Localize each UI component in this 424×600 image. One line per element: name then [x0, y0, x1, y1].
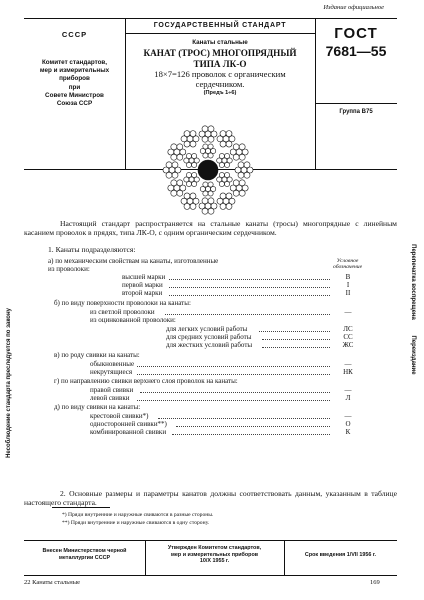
- list-item-label: первой марки: [122, 281, 163, 289]
- designation-header: [333, 258, 362, 271]
- strand-wire: [233, 180, 239, 186]
- intro-paragraph: Настоящий стандарт распространяется на стальные канаты (тросы) многопрядные с линейным касанием проволок в прядях, типа ЛК-О, с одним органическим сердечником.: [24, 219, 397, 238]
- standard-formula: [125, 69, 315, 89]
- strand-wire: [226, 141, 232, 147]
- list-item-label: второй марки: [122, 289, 163, 297]
- strand-wire: [238, 162, 244, 168]
- introduced-by-line: Внесен Министерством черной: [42, 548, 127, 554]
- leader-dots: [169, 281, 330, 288]
- list-item-label: комбинированной свивки: [90, 428, 167, 436]
- strand-wire: [177, 154, 183, 160]
- strand-wire: [224, 153, 229, 158]
- designation-value: —: [344, 308, 352, 316]
- revision-note: (Предъ 1÷6): [203, 90, 237, 96]
- designation-value: ЖС: [342, 341, 354, 349]
- designation-value: СС: [343, 333, 353, 341]
- designation-value: О: [345, 420, 351, 428]
- side-note-right-bottom: [406, 300, 420, 410]
- leader-dots: [259, 325, 330, 332]
- list-item-label: г) по направлению свивки верхнего слоя проволок на канаты:: [54, 377, 238, 385]
- leader-dots: [137, 360, 330, 367]
- leader-dots: [176, 420, 330, 427]
- approved-by-line: Утвержден Комитетом стандартов,: [167, 545, 262, 551]
- strand-wire: [177, 180, 183, 186]
- leader-dots: [137, 394, 330, 401]
- footer-left: 22 Канаты стальные: [24, 579, 80, 586]
- strand-wire: [186, 172, 191, 177]
- strand-wire: [208, 144, 213, 149]
- strand-wire: [190, 193, 196, 199]
- leader-dots: [172, 428, 330, 435]
- strand-wire: [171, 180, 177, 186]
- strand-wire: [202, 126, 208, 132]
- list-item-label: правой свивки: [90, 386, 134, 394]
- title-bar: ГОСУДАРСТВЕННЫЙ СТАНДАРТ: [125, 19, 315, 34]
- strand-wire: [226, 131, 232, 137]
- group-label: Группа В75: [339, 109, 373, 115]
- clause-1: 1. Канаты подразделяются:: [48, 245, 136, 254]
- leader-dots: [158, 412, 330, 419]
- footnote-rule: [52, 507, 110, 508]
- list-item-label: высшей марки: [122, 273, 166, 281]
- designation-header-line: Условное: [336, 258, 359, 264]
- gost-label: ГОСТ: [334, 25, 378, 42]
- committee-name: [26, 59, 123, 108]
- edition-note: Издание официальное: [323, 4, 384, 11]
- strand-wire: [224, 162, 229, 167]
- designation-value: Л: [345, 394, 351, 402]
- designation-value: —: [344, 386, 352, 394]
- title-line: ТИПА ЛК-О: [193, 58, 247, 69]
- strand-wire: [219, 153, 224, 158]
- rope-cross-section-image: [156, 122, 260, 218]
- approved-by-line: 10/X 1955 г.: [199, 558, 230, 564]
- designation-value: К: [345, 428, 351, 436]
- leader-dots: [262, 341, 330, 348]
- strand-wire: [244, 162, 250, 168]
- strand-wire: [224, 172, 229, 177]
- side-note-right-top-text: Перепечатка воспрещена: [410, 244, 416, 320]
- designation-value: —: [344, 360, 352, 368]
- introduced-by-line: металлургии СССР: [58, 554, 111, 561]
- strand-wire: [208, 136, 214, 142]
- strand-wire: [190, 131, 196, 137]
- strand-wire: [208, 126, 214, 132]
- strand-wire: [172, 172, 178, 178]
- side-note-left: [2, 238, 16, 528]
- strand-wire: [166, 162, 172, 168]
- strand-wire: [172, 162, 178, 168]
- leader-dots: [262, 333, 330, 340]
- strand-wire: [184, 193, 190, 199]
- designation-value: ЛС: [343, 325, 353, 333]
- strand-wire: [226, 193, 232, 199]
- strand-wire: [208, 182, 213, 187]
- approved-by-line: мер и измерительных приборов: [170, 551, 259, 558]
- committee-line: при: [68, 83, 81, 91]
- strand-wire: [244, 172, 250, 178]
- strand-wire: [192, 162, 197, 167]
- strand-wire: [239, 190, 245, 196]
- side-note-left-text: Несоблюдение стандарта преследуется по закону: [6, 308, 12, 458]
- strand-wire: [233, 144, 239, 150]
- standard-title-block: [125, 39, 315, 96]
- footnote: *) Пряди внутренние и наружные свиваются в разные стороны.: [62, 512, 214, 518]
- designation-value: В: [345, 273, 351, 281]
- page-number: 169: [370, 579, 380, 586]
- strand-wire: [208, 208, 214, 214]
- strand-wire: [192, 153, 197, 158]
- country-label: СССР: [61, 30, 88, 39]
- leader-dots: [137, 368, 330, 375]
- strand-wire: [177, 190, 183, 196]
- committee-line: приборов: [59, 75, 90, 83]
- footnote: **) Пряди внутренние и наружные свиваются в одну сторону.: [62, 520, 210, 526]
- standard-title: [125, 48, 315, 69]
- list-item-label: для средних условий работы: [166, 333, 252, 341]
- designation-value: НК: [343, 368, 353, 376]
- strand-wire: [192, 181, 197, 186]
- designation-value: II: [345, 289, 351, 297]
- leader-dots: [169, 289, 330, 296]
- strand-wire: [190, 141, 196, 147]
- introduced-by: [24, 548, 145, 561]
- committee-line: Союза ССР: [56, 100, 93, 108]
- strand-wire: [224, 181, 229, 186]
- approved-by: [145, 545, 284, 565]
- strand-wire: [184, 131, 190, 137]
- strand-wire: [239, 154, 245, 160]
- leader-dots: [169, 273, 330, 280]
- formula-line: 18×7=126 проволок с органическим: [154, 69, 286, 79]
- leader-dots: [140, 386, 330, 393]
- clause-2: 2. Основные размеры и параметры канатов должны соответствовать данным, указанным в таблице настоящего стандарта.: [24, 489, 397, 508]
- strand-wire: [203, 144, 208, 149]
- committee-line: Комитет стандартов,: [41, 59, 108, 66]
- strand-wire: [203, 182, 208, 187]
- organic-core: [198, 160, 218, 180]
- list-item-label: д) по виду свивки на канаты:: [54, 403, 141, 411]
- list-item-label: обыкновенные: [90, 360, 135, 368]
- gost-number: 7681—55: [325, 43, 387, 59]
- list-item-label: левой свивки: [90, 394, 130, 402]
- side-note-right-bottom-text: Переиздание: [410, 335, 416, 375]
- list-item-label: односторонней свивки**): [90, 420, 167, 428]
- strand-wire: [239, 144, 245, 150]
- list-item-label: из проволоки:: [48, 265, 90, 273]
- designation-value: I: [346, 281, 350, 289]
- list-item-label: б) по виду поверхности проволоки на канаты:: [54, 299, 191, 307]
- standard-kind: Канаты стальные: [192, 39, 248, 46]
- committee-line: мер и измерительных: [39, 67, 110, 75]
- strand-wire: [190, 203, 196, 209]
- gost-number-box: [315, 19, 397, 104]
- leader-dots: [165, 308, 330, 315]
- strand-wire: [239, 180, 245, 186]
- strand-wire: [208, 198, 214, 204]
- list-item-label: некрутящиеся: [90, 368, 133, 376]
- list-item-label: крестовой свивки*): [90, 412, 149, 420]
- strand-wire: [177, 144, 183, 150]
- strand-wire: [219, 172, 224, 177]
- list-item-label: из оцинкованной проволоки:: [90, 316, 176, 324]
- publication-info-box: [24, 540, 397, 576]
- committee-line: Совете Министров: [45, 91, 104, 99]
- title-line: КАНАТ (ТРОС) МНОГОПРЯДНЫЙ: [143, 48, 297, 58]
- designation-value: —: [344, 412, 352, 420]
- list-item-label: для легких условий работы: [166, 325, 248, 333]
- strand-wire: [186, 153, 191, 158]
- formula-line: сердечником.: [195, 79, 245, 89]
- strand-wire: [208, 153, 213, 158]
- strand-wire: [220, 193, 226, 199]
- list-item-label: из светлой проволоки: [90, 308, 155, 316]
- strand-wire: [202, 198, 208, 204]
- strand-wire: [171, 144, 177, 150]
- list-item-label: а) по механическим свойствам на канаты, изготовленные: [48, 257, 219, 265]
- strand-wire: [226, 203, 232, 209]
- list-item-label: в) по роду свивки на канаты:: [54, 351, 140, 359]
- effective-date: Срок введения 1/VII 1956 г.: [304, 552, 377, 558]
- strand-wire: [192, 172, 197, 177]
- designation-header-line: обозначение: [333, 264, 363, 271]
- strand-wire: [208, 191, 213, 196]
- list-item-label: для жестких условий работы: [166, 341, 253, 349]
- strand-wire: [220, 131, 226, 137]
